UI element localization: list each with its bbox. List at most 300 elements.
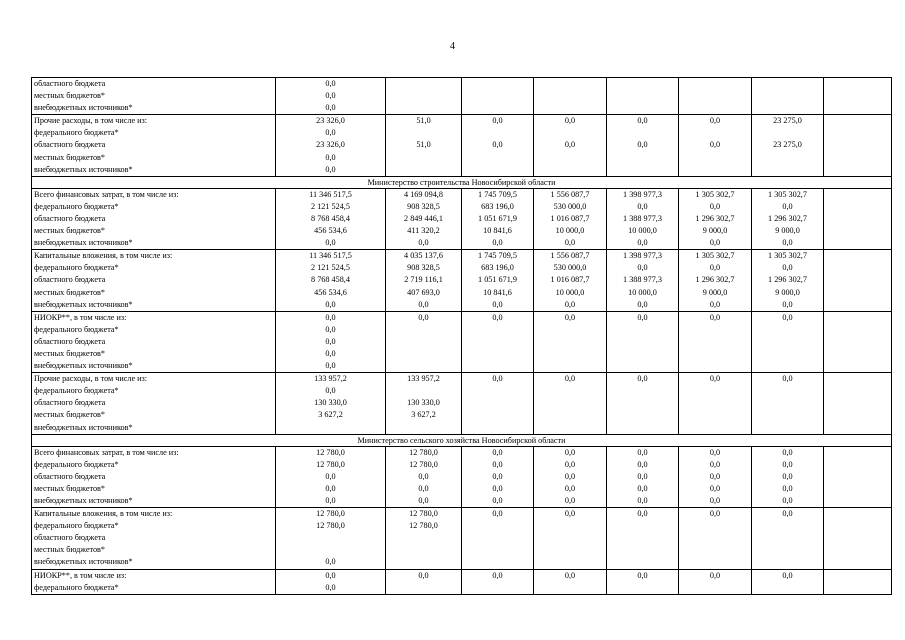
cell-value: 0,0 [709,238,721,248]
cell-value: 130 330,0 [314,398,347,408]
cell-value: 0,0 [709,471,721,481]
cell-value: 0,0 [709,447,721,457]
cell-value: 1 296 302,7 [768,213,807,223]
cell-value: 0,0 [709,263,721,273]
cell-value [386,164,461,176]
cell-value: 0,0 [637,374,648,384]
cell-value: 23 275,0 [773,116,802,126]
value-cell [824,115,892,176]
value-cell [534,250,607,311]
cell-value: 0,0 [782,299,793,309]
table-row [32,250,892,311]
row-label: внебюджетных источников* [34,299,133,309]
value-cell [534,78,607,115]
cell-value: 0,0 [782,447,793,457]
table-row [32,373,892,434]
value-cell [752,373,824,434]
row-labels [32,188,276,249]
cell-value: 0,0 [637,483,648,493]
value-cell [607,78,679,115]
cell-value: 0,0 [782,471,793,481]
row-labels [32,508,276,569]
cell-value: 2 121 524,5 [311,201,350,211]
cell-value: 0,0 [325,324,336,334]
cell-value: 0,0 [637,447,648,457]
value-cell [276,250,386,311]
cell-value: 0,0 [418,483,429,493]
cell-value: 407 693,0 [407,287,440,297]
row-label: областного бюджета [34,336,106,346]
cell-value: 0,0 [637,570,648,580]
cell-value: 0,0 [782,312,793,322]
cell-value: 0,0 [325,483,336,493]
cell-value: 0,0 [325,152,336,162]
row-labels [32,250,276,311]
cell-value: 530 000,0 [553,263,587,273]
value-cell [462,250,534,311]
cell-value: 0,0 [637,509,648,519]
row-label: областного бюджета [34,140,106,150]
value-cell [386,250,462,311]
row-label: НИОКР**, в том числе из: [34,570,127,580]
value-cell [824,311,892,372]
cell-value: 411 320,2 [407,226,440,236]
row-label: внебюджетных источников* [34,103,133,113]
cell-value: 0,0 [782,263,793,273]
row-label: Капитальные вложения, в том числе из: [34,509,173,519]
value-cell [276,446,386,507]
cell-value: 1 296 302,7 [695,275,735,285]
section-title: Министерство сельского хозяйства Новосибирской области [32,434,892,446]
row-label: внебюджетных источников* [34,557,133,567]
cell-value: 1 296 302,7 [695,213,735,223]
cell-value: 8 768 458,4 [311,213,350,223]
row-label: федерального бюджета* [34,263,119,273]
row-label: областного бюджета [34,471,106,481]
value-cell [679,78,752,115]
row-label: внебюджетных источников* [34,361,133,371]
cell-value [752,164,823,176]
cell-value: 0,0 [564,374,576,384]
cell-value: 0,0 [782,570,793,580]
value-cell [679,311,752,372]
value-cell [607,311,679,372]
cell-value: 1 745 709,5 [478,189,517,199]
cell-value: 1 016 087,7 [550,213,590,223]
value-cell [824,373,892,434]
cell-value: 0,0 [492,140,503,150]
value-cell [752,311,824,372]
value-cell [679,373,752,434]
value-cell [386,373,462,434]
cell-value: 0,0 [492,299,503,309]
cell-value: 0,0 [637,459,648,469]
value-cell [462,188,534,249]
value-cell [534,188,607,249]
cell-value: 0,0 [564,471,576,481]
cell-value: 0,0 [418,312,429,322]
cell-value: 12 780,0 [316,521,345,531]
cell-value: 10 841,6 [483,287,512,297]
cell-value: 11 346 517,5 [309,189,352,199]
cell-value: 0,0 [564,483,576,493]
row-label: внебюджетных источников* [34,422,133,432]
financing-table [31,77,892,595]
cell-value [386,127,461,139]
row-label: областного бюджета [34,79,106,88]
row-label: областного бюджета [34,398,106,408]
row-label: областного бюджета [34,533,106,543]
cell-value: 130 330,0 [407,398,440,408]
value-cell [679,508,752,569]
cell-value: 0,0 [492,374,503,384]
cell-value: 683 196,0 [481,263,514,273]
value-cell [824,78,892,115]
row-label: внебюджетных источников* [34,238,133,248]
value-cell [752,250,824,311]
row-label: Прочие расходы, в том числе из: [34,374,148,384]
value-cell [607,373,679,434]
cell-value: 0,0 [325,299,336,309]
cell-value: 0,0 [709,140,721,150]
cell-value: 10 000,0 [555,226,585,236]
row-label: федерального бюджета* [34,582,119,592]
cell-value: 0,0 [709,299,721,309]
row-label: НИОКР**, в том числе из: [34,312,127,322]
cell-value: 0,0 [564,570,576,580]
cell-value: 0,0 [492,447,503,457]
cell-value: 0,0 [782,238,793,248]
cell-value: 0,0 [709,201,721,211]
cell-value: 2 719 116,1 [404,275,443,285]
cell-value: 0,0 [564,116,576,126]
cell-value [386,152,461,164]
cell-value: 10 000,0 [628,226,657,236]
value-cell [824,446,892,507]
row-label: внебюджетных источников* [34,496,133,505]
value-cell [386,311,462,372]
value-cell [386,188,462,249]
cell-value: 0,0 [637,116,648,126]
value-cell [386,115,462,176]
table-row [32,311,892,372]
cell-value: 0,0 [325,312,336,322]
row-label: федерального бюджета* [34,128,119,138]
cell-value: 0,0 [325,557,336,567]
cell-value: 0,0 [325,386,336,396]
value-cell [462,569,534,594]
table-row [32,188,892,249]
cell-value: 11 346 517,5 [309,251,352,261]
cell-value: 0,0 [709,116,721,126]
row-label: местных бюджетов* [34,152,105,162]
section-row [32,434,892,446]
cell-value: 1 556 087,7 [550,189,590,199]
cell-value: 0,0 [492,483,503,493]
value-cell [386,78,462,115]
cell-value: 1 388 977,3 [623,275,662,285]
row-label: областного бюджета [34,275,106,285]
row-label: Прочие расходы, в том числе из: [34,116,148,126]
row-labels [32,78,276,115]
cell-value: 0,0 [637,312,648,322]
value-cell [386,446,462,507]
cell-value: 12 780,0 [316,447,345,457]
section-title: Министерство строительства Новосибирской области [32,176,892,188]
cell-value: 0,0 [709,312,721,322]
cell-value: 2 121 524,5 [311,263,350,273]
row-label: местных бюджетов* [34,226,105,236]
cell-value: 0,0 [564,140,576,150]
value-cell [462,446,534,507]
cell-value: 0,0 [325,361,336,371]
value-cell [462,115,534,176]
cell-value: 4 169 094,8 [404,189,443,199]
cell-value: 0,0 [637,471,648,481]
cell-value: 456 534,6 [314,226,347,236]
cell-value: 0,0 [709,483,721,493]
cell-value: 1 296 302,7 [768,275,807,285]
cell-value: 0,0 [709,496,721,505]
value-cell [462,373,534,434]
cell-value [462,164,533,176]
cell-value: 133 957,2 [407,374,440,384]
value-cell [534,311,607,372]
value-cell [607,115,679,176]
cell-value: 4 035 137,6 [404,251,443,261]
cell-value: 0,0 [325,570,336,580]
cell-value: 0,0 [325,348,336,358]
row-label: федерального бюджета* [34,201,119,211]
cell-value: 9 000,0 [702,287,728,297]
value-cell [824,250,892,311]
cell-value: 10 841,6 [483,226,512,236]
value-cell [386,569,462,594]
cell-value: 0,0 [709,570,721,580]
value-cell [752,508,824,569]
cell-value: 3 627,2 [411,410,436,420]
row-label: внебюджетных источников* [34,164,133,174]
cell-value: 0,0 [325,164,336,174]
row-label: Капитальные вложения, в том числе из: [34,251,173,261]
cell-value: 0,0 [325,238,336,248]
value-cell [534,373,607,434]
cell-value: 0,0 [492,459,503,469]
cell-value: 0,0 [637,263,648,273]
value-cell [276,373,386,434]
row-labels [32,115,276,176]
row-label: областного бюджета [34,213,106,223]
cell-value: 530 000,0 [553,201,587,211]
table-row [32,446,892,507]
value-cell [276,115,386,176]
cell-value: 0,0 [637,238,648,248]
cell-value: 10 000,0 [628,287,657,297]
cell-value [276,422,385,434]
value-cell [679,250,752,311]
cell-value [534,127,606,139]
cell-value: 8 768 458,4 [311,275,350,285]
row-label: местных бюджетов* [34,348,105,358]
cell-value: 1 556 087,7 [550,251,590,261]
cell-value: 0,0 [709,374,721,384]
cell-value: 0,0 [325,336,336,346]
row-label: Всего финансовых затрат, в том числе из: [34,447,179,457]
cell-value [276,544,385,556]
value-cell [607,569,679,594]
cell-value: 0,0 [492,496,503,505]
cell-value: 0,0 [492,312,503,322]
cell-value: 0,0 [418,570,429,580]
value-cell [752,188,824,249]
value-cell [462,78,534,115]
cell-value [752,152,823,164]
cell-value [386,422,461,434]
row-labels [32,311,276,372]
cell-value: 0,0 [637,299,648,309]
cell-value: 9 000,0 [775,287,800,297]
value-cell [276,78,386,115]
cell-value: 23 275,0 [773,140,802,150]
cell-value: 12 780,0 [409,521,438,531]
row-label: местных бюджетов* [34,545,105,555]
cell-value: 0,0 [637,496,648,505]
value-cell [534,446,607,507]
value-cell [607,446,679,507]
cell-value [462,152,533,164]
cell-value: 1 016 087,7 [550,275,590,285]
cell-value: 51,0 [416,140,431,150]
cell-value: 3 627,2 [318,410,343,420]
cell-value: 1 745 709,5 [478,251,517,261]
value-cell [752,446,824,507]
table-row [32,78,892,115]
row-label: федерального бюджета* [34,386,119,396]
row-label: федерального бюджета* [34,459,119,469]
cell-value: 0,0 [564,496,576,505]
cell-value: 12 780,0 [409,459,438,469]
cell-value: 0,0 [325,471,336,481]
value-cell [607,250,679,311]
value-cell [462,311,534,372]
cell-value: 10 000,0 [555,287,585,297]
table-row [32,508,892,569]
cell-value: 0,0 [418,238,429,248]
row-label: местных бюджетов* [34,91,105,101]
cell-value [607,164,678,176]
cell-value: 683 196,0 [481,201,514,211]
cell-value [386,385,461,397]
value-cell [534,115,607,176]
row-label: федерального бюджета* [34,521,119,531]
value-cell [679,188,752,249]
cell-value: 23 326,0 [316,140,345,150]
cell-value: 0,0 [492,509,503,519]
cell-value: 0,0 [325,79,336,88]
cell-value: 0,0 [325,582,336,592]
row-label: местных бюджетов* [34,410,105,420]
cell-value: 0,0 [709,509,721,519]
value-cell [679,115,752,176]
cell-value: 0,0 [325,91,336,101]
cell-value: 12 780,0 [316,459,345,469]
cell-value: 12 780,0 [409,447,438,457]
cell-value: 9 000,0 [702,226,728,236]
cell-value: 0,0 [564,447,576,457]
cell-value: 0,0 [418,471,429,481]
cell-value: 0,0 [782,459,793,469]
cell-value [679,127,751,139]
row-labels [32,569,276,594]
cell-value: 0,0 [782,509,793,519]
cell-value: 1 305 302,7 [695,251,735,261]
cell-value: 0,0 [492,238,503,248]
value-cell [752,78,824,115]
cell-value: 12 780,0 [409,509,438,519]
cell-value: 0,0 [782,496,793,505]
value-cell [679,446,752,507]
cell-value: 0,0 [325,496,336,505]
cell-value: 0,0 [564,238,576,248]
cell-value: 908 328,5 [407,201,440,211]
cell-value: 1 305 302,7 [695,189,735,199]
cell-value: 0,0 [564,459,576,469]
cell-value: 0,0 [709,459,721,469]
cell-value [607,127,678,139]
cell-value: 0,0 [564,299,576,309]
value-cell [752,569,824,594]
value-cell [607,188,679,249]
cell-value: 1 398 977,3 [623,251,662,261]
cell-value [462,127,533,139]
cell-value: 0,0 [564,509,576,519]
row-labels [32,373,276,434]
value-cell [534,508,607,569]
value-cell [276,508,386,569]
cell-value: 1 051 671,9 [478,275,517,285]
value-cell [752,115,824,176]
cell-value: 0,0 [782,201,793,211]
cell-value: 1 051 671,9 [478,213,517,223]
value-cell [276,569,386,594]
value-cell [824,188,892,249]
cell-value: 1 305 302,7 [768,189,807,199]
value-cell [276,188,386,249]
cell-value: 0,0 [782,483,793,493]
cell-value: 0,0 [492,471,503,481]
cell-value: 0,0 [492,570,503,580]
value-cell [679,569,752,594]
cell-value: 0,0 [637,140,648,150]
value-cell [607,508,679,569]
cell-value: 0,0 [564,312,576,322]
cell-value: 456 534,6 [314,287,347,297]
value-cell [824,569,892,594]
cell-value [534,164,606,176]
cell-value [679,152,751,164]
cell-value [679,164,751,176]
cell-value: 0,0 [637,201,648,211]
value-cell [386,508,462,569]
table-row [32,115,892,176]
cell-value: 51,0 [416,116,431,126]
cell-value: 12 780,0 [316,509,345,519]
value-cell [462,508,534,569]
cell-value: 0,0 [325,128,336,138]
cell-value: 0,0 [418,299,429,309]
row-label: местных бюджетов* [34,287,105,297]
cell-value: 0,0 [325,103,336,113]
